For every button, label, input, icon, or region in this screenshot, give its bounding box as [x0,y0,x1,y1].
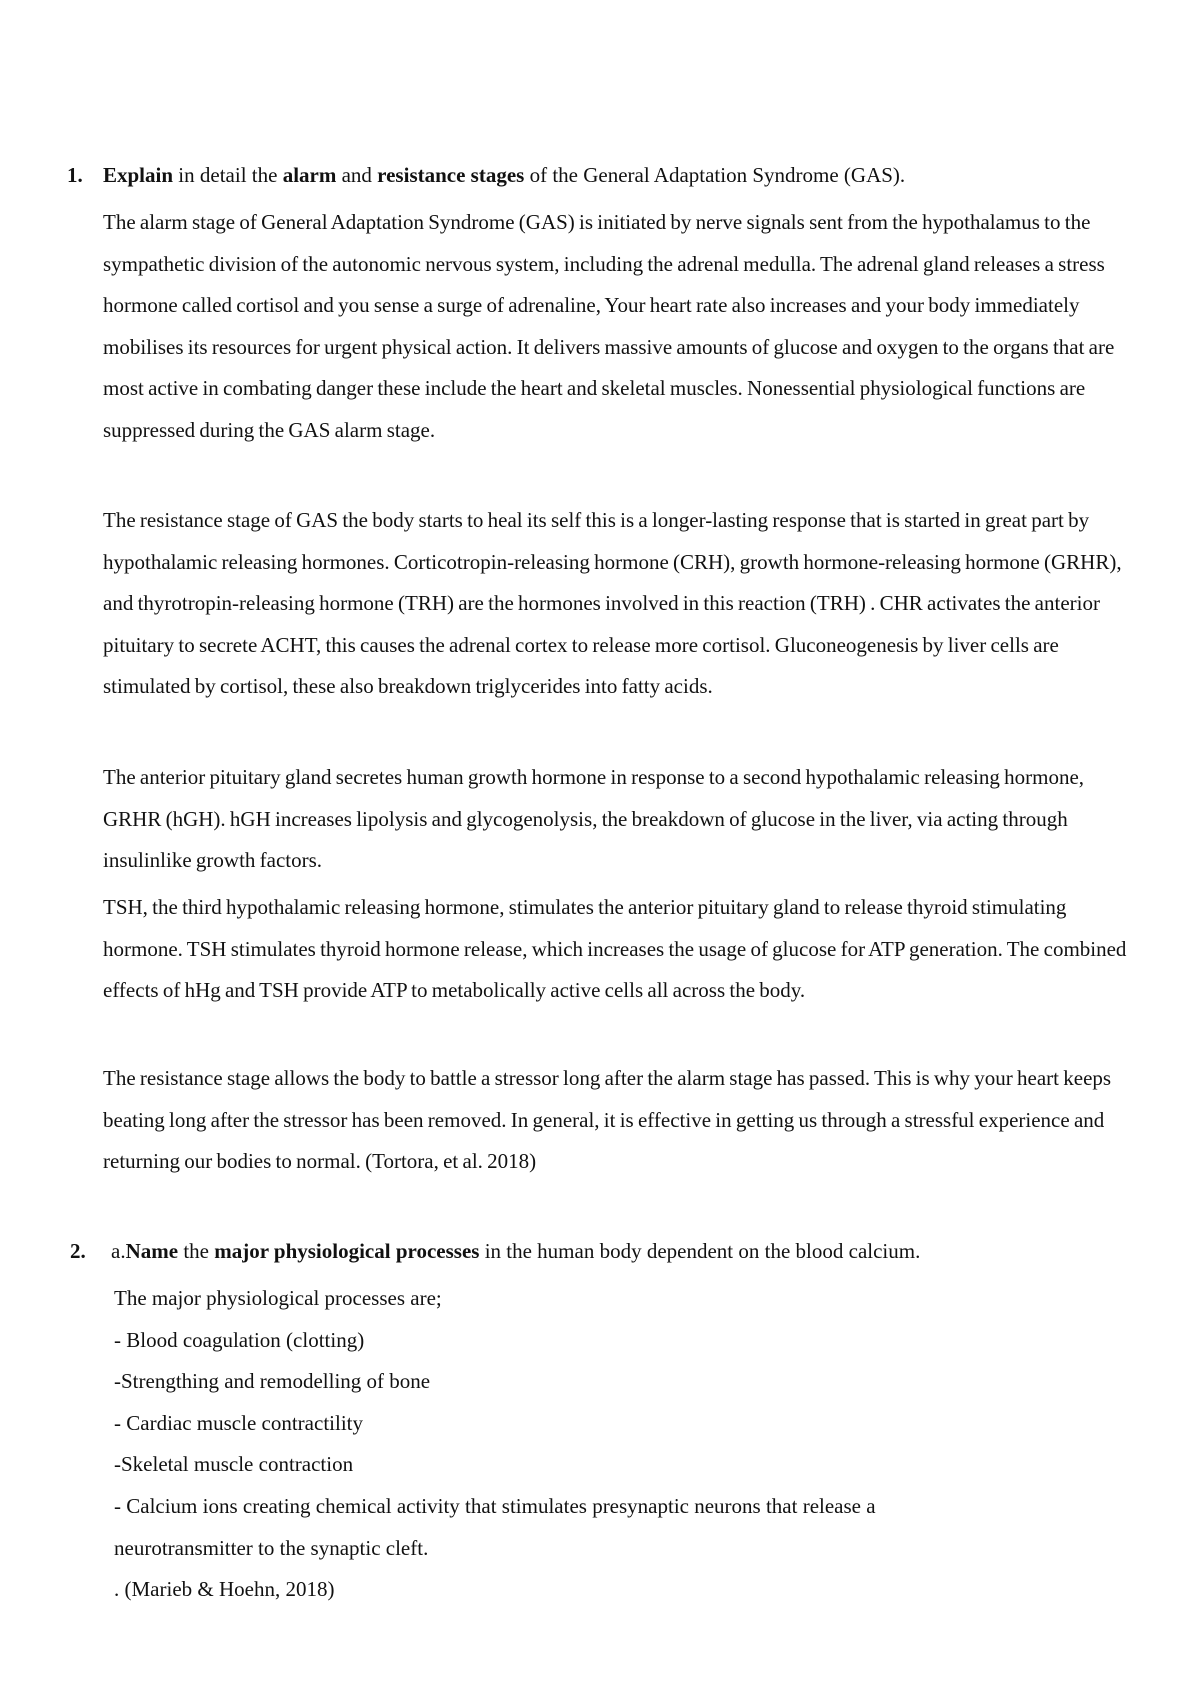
list-item: - Cardiac muscle contractility [114,1410,363,1435]
citation: . (Marieb & Hoehn, 2018) [114,1577,335,1602]
paragraph-growth-hormone: The anterior pituitary gland secretes human growth hormone in response to a second hypothalamic releasing hormone, GRHR (hGH). hGH increases lipolysis and glycogenolysis, the breakdown of glucose in the liver, via acting through insulinlike growth factors. [103,765,1085,873]
heading-text: the [178,1239,215,1263]
heading-text: in detail the [173,163,283,187]
question-1-number: 1. [67,163,83,187]
heading-text: of the General Adaptation Syndrome (GAS). [524,163,906,187]
heading-text: a. [111,1239,126,1263]
list-item: - Blood coagulation (clotting) [114,1327,365,1352]
heading-text: in the human body dependent on the blood calcium. [479,1239,921,1263]
heading-bold-explain: Explain [103,163,174,187]
paragraph-resistance-summary: The resistance stage allows the body to battle a stressor long after the alarm stage has passed. This is why your heart keeps beating long after the stressor has been removed. In general, it is effective in getting us through a stressful experience and returning our bodies to normal. (Tortora, et al. 2018) [103,1066,1112,1174]
paragraph-alarm-stage: The alarm stage of General Adaptation Syndrome (GAS) is initiated by nerve signals sent from the hypothalamus to the sympathetic division of the autonomic nervous system, including the adrenal medulla. The adrenal gland releases a stress hormone called cortisol and you sense a surge of adrenaline, Your heart rate also increases and your body immediately mobilises its resources for urgent physical action. It delivers massive amounts of glucose and oxygen to the organs that are most active in combating danger these include the heart and skeletal muscles. Nonessential physiological functions are suppressed during the GAS alarm stage. [103,210,1115,442]
heading-bold-resistance: resistance stages [377,163,525,187]
list-item: -Skeletal muscle contraction [114,1452,354,1477]
question-2-number: 2. [70,1239,86,1263]
list-item: - Calcium ions creating chemical activity that stimulates presynaptic neurons that release a [114,1493,876,1518]
physiological-processes-list [114,1278,1114,1611]
list-item: The major physiological processes are; [114,1286,442,1310]
heading-bold-processes: major physiological processes [214,1239,480,1263]
paragraph-resistance-stage: The resistance stage of GAS the body starts to heal its self this is a longer-lasting response that is started in great part by hypothalamic releasing hormones. Corticotropin-releasing hormone (CRH), growth hormone-releasing hormone (GRHR), and thyrotropin-releasing hormone (TRH) are the hormones involved in this reaction (TRH) . CHR activates the anterior pituitary to secrete ACHT, this causes the adrenal cortex to release more cortisol. Gluconeogenesis by liver cells are stimulated by cortisol, these also breakdown triglycerides into fatty acids. [103,508,1122,699]
heading-bold-name: Name [125,1239,179,1263]
list-item: neurotransmitter to the synaptic cleft. [114,1535,429,1560]
question-2-text [111,1236,920,1266]
paragraph-tsh: TSH, the third hypothalamic releasing hormone, stimulates the anterior pituitary gland to release thyroid stimulating hormone. TSH stimulates thyroid hormone release, which increases the usage of glucose for ATP generation. The combined effects of hHg and TSH provide ATP to metabolically active cells all across the body. [103,895,1127,1003]
list-item: -Strengthing and remodelling of bone [114,1369,431,1394]
heading-bold-alarm: alarm [282,163,337,187]
heading-text: and [336,163,378,187]
question-1-text [103,160,905,190]
